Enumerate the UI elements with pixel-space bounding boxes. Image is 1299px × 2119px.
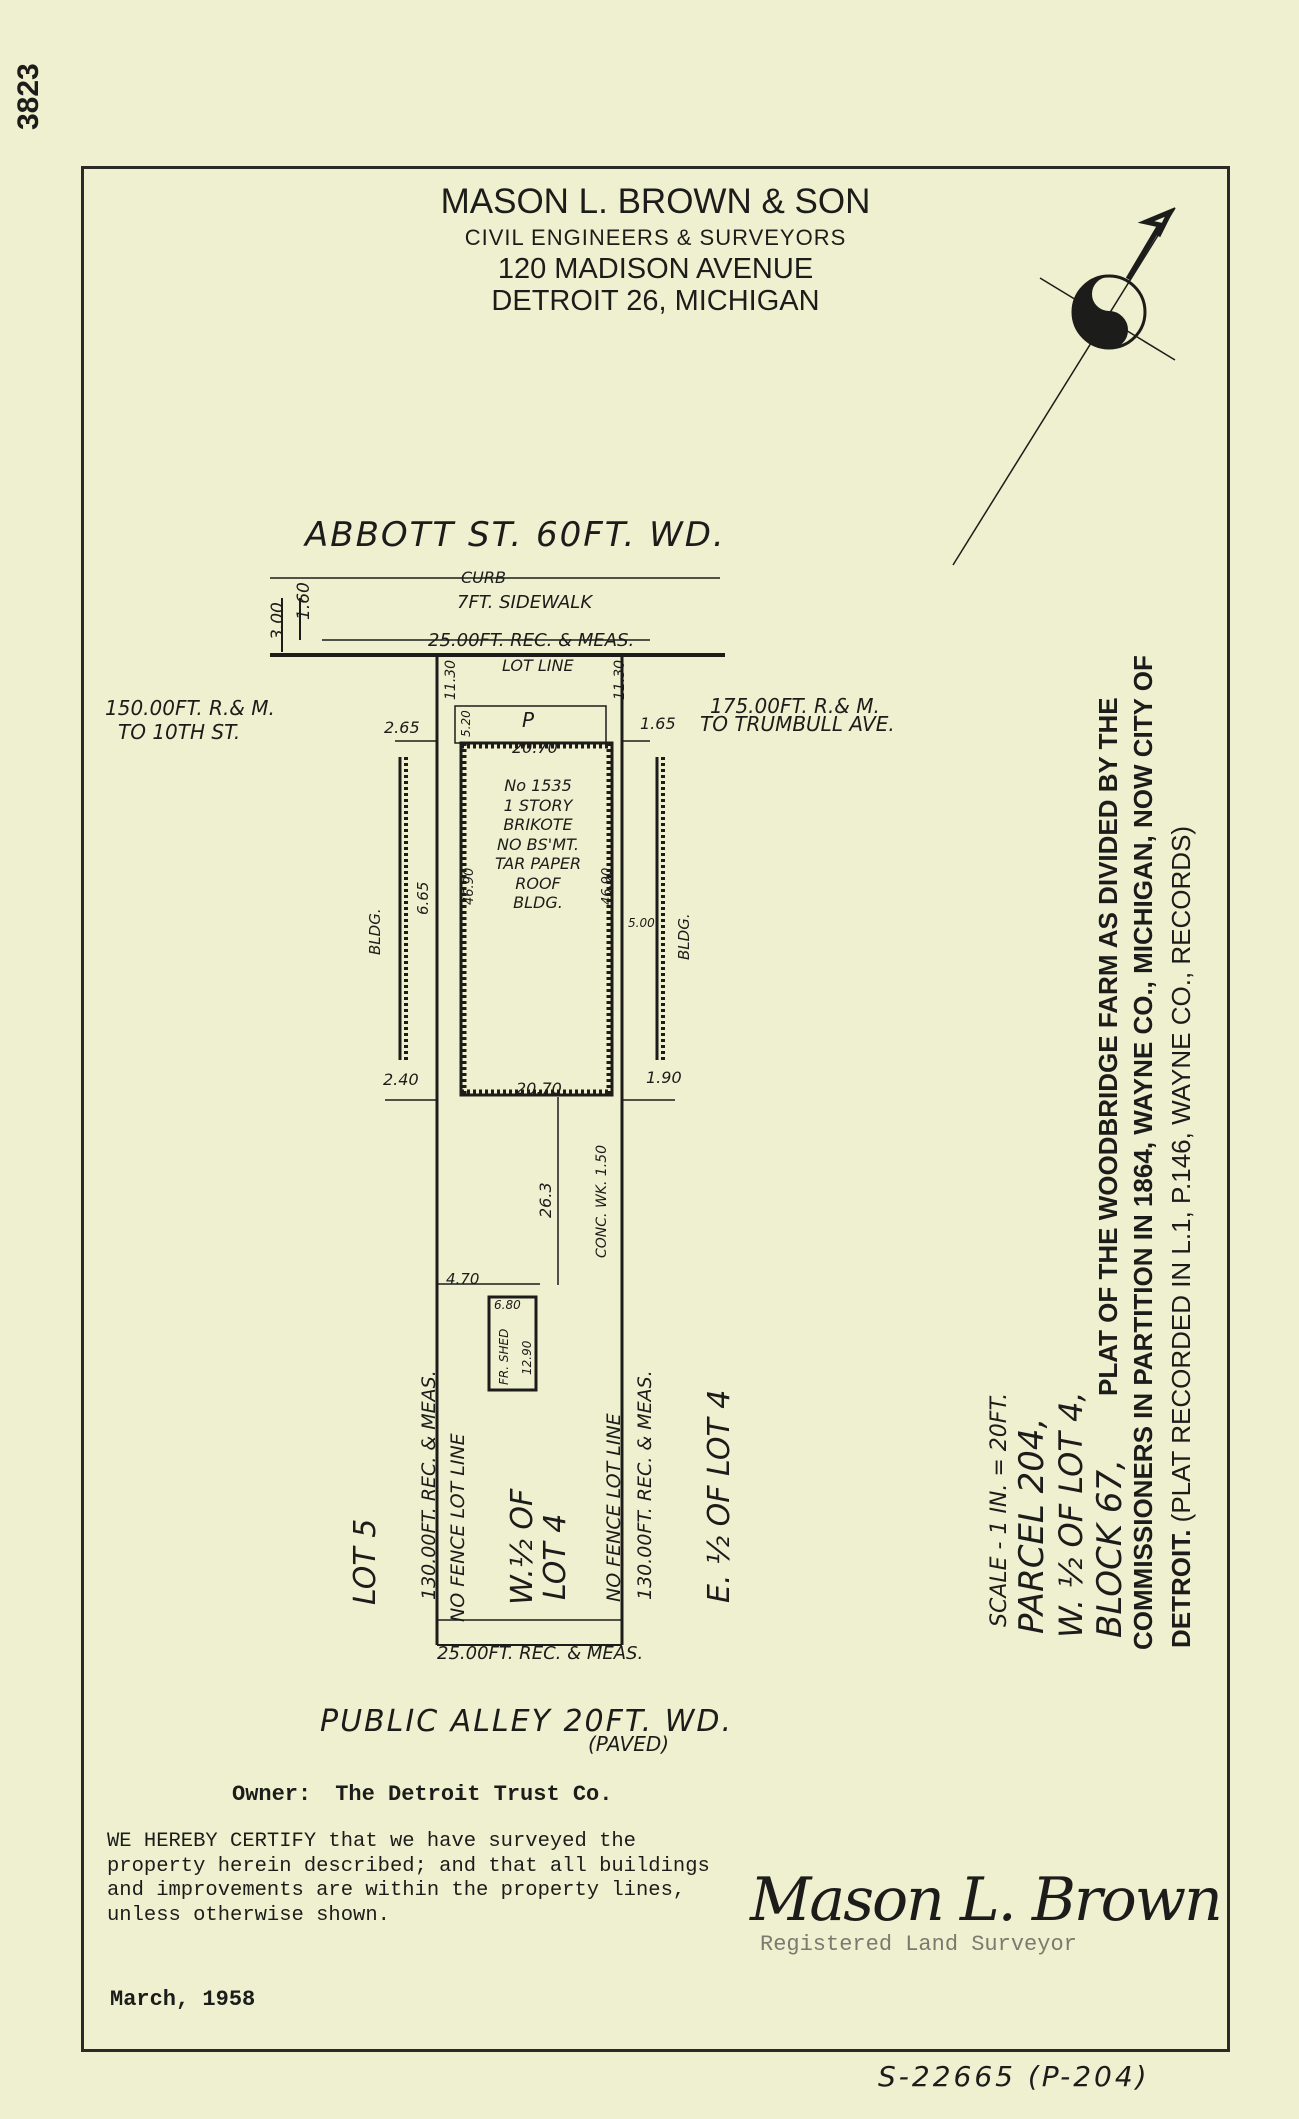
dim-2-40: 2.40 bbox=[383, 1070, 419, 1089]
parcel-label: PARCEL 204, bbox=[1012, 1417, 1052, 1634]
house-roof-a: TAR PAPER bbox=[494, 854, 582, 873]
firm-street: 120 MADISON AVENUE bbox=[497, 253, 814, 285]
plat-record: (PLAT RECORDED IN L.1, P.146, WAYNE CO., RECORDS) bbox=[1166, 825, 1196, 1523]
plat-line-1: PLAT OF THE WOODBRIDGE FARM AS DIVIDED BY THE bbox=[1093, 697, 1123, 1396]
house-material: BRIKOTE bbox=[503, 815, 573, 834]
e-half-label: E. ½ OF LOT 4 bbox=[702, 1389, 737, 1603]
owner-line bbox=[232, 1782, 612, 1807]
surveyor-signature: Mason L. Brown bbox=[750, 1865, 1221, 1935]
west-fence-note: NO FENCE LOT LINE bbox=[447, 1433, 469, 1622]
porch-label: P bbox=[522, 708, 535, 732]
adjacent-bldg-right: BLDG. bbox=[675, 913, 693, 960]
bldg-width-bottom: 20.70 bbox=[516, 1079, 562, 1098]
stamp-number: 3823 bbox=[12, 63, 45, 130]
dim-11-30-left: 11.30 bbox=[443, 659, 459, 700]
shed-width: 6.80 bbox=[494, 1298, 521, 1312]
w-half-label-a: W.½ OF bbox=[505, 1488, 540, 1605]
house-stories: 1 STORY bbox=[503, 795, 573, 815]
rear-width: 25.00FT. REC. & MEAS. bbox=[437, 1643, 644, 1664]
house-basement: NO BS'MT. bbox=[497, 834, 579, 854]
certificate-text: WE HEREBY CERTIFY that we have surveyed the property herein described; and that all buildings and improvements are within the property lines, unless otherwise shown. bbox=[107, 1830, 710, 1927]
owner-value: The Detroit Trust Co. bbox=[335, 1782, 613, 1807]
lot-5-label: LOT 5 bbox=[348, 1518, 383, 1605]
firm-name: MASON L. BROWN & SON bbox=[440, 182, 871, 221]
dim-26-3: 26.3 bbox=[536, 1182, 555, 1218]
firm-city: DETROIT 26, MICHIGAN bbox=[491, 285, 820, 317]
scale-label: SCALE - 1 IN. = 20FT. bbox=[987, 1392, 1012, 1627]
lot-portion-label: W. ½ OF LOT 4, bbox=[1052, 1391, 1090, 1638]
to-trumbull-street: TO TRUMBULL AVE. bbox=[700, 712, 895, 736]
dim-2-65: 2.65 bbox=[384, 718, 420, 737]
dim-1-65: 1.65 bbox=[640, 714, 676, 733]
dim-5-20: 5.20 bbox=[459, 710, 473, 737]
block-label: BLOCK 67, bbox=[1090, 1459, 1130, 1638]
owner-label: Owner: bbox=[232, 1782, 312, 1807]
dim-1-60: 1.60 bbox=[294, 582, 314, 620]
to-10th-street: TO 10TH ST. bbox=[118, 720, 241, 744]
shed-depth: 12.90 bbox=[520, 1340, 534, 1375]
public-alley: PUBLIC ALLEY 20FT. WD. bbox=[320, 1704, 734, 1739]
plat-line-2: COMMISSIONERS IN PARTITION IN 1864, WAYNE CO., MICHIGAN, NOW CITY OF bbox=[1128, 655, 1158, 1650]
dim-6-65: 6.65 bbox=[414, 881, 432, 915]
lot-line-label: LOT LINE bbox=[502, 656, 574, 675]
dim-11-30-right: 11.30 bbox=[612, 659, 628, 700]
house-description bbox=[468, 776, 608, 913]
dim-3-00: 3.00 bbox=[268, 602, 288, 640]
signature-title: Registered Land Surveyor bbox=[760, 1932, 1077, 1957]
bldg-depth-right: 46.90 bbox=[600, 867, 615, 905]
dim-5-00: 5.00 bbox=[628, 916, 655, 930]
shed-label: FR. SHED bbox=[497, 1328, 511, 1385]
east-side-dimension: 130.00FT. REC. & MEAS. bbox=[634, 1370, 656, 1600]
to-trumbull-distance: 175.00FT. R.& M. bbox=[710, 694, 880, 718]
bldg-width-top: 20.70 bbox=[512, 738, 558, 757]
sidewalk-label: 7FT. SIDEWALK bbox=[457, 592, 593, 613]
w-half-label-b: LOT 4 bbox=[538, 1513, 573, 1600]
dim-4-70: 4.70 bbox=[446, 1270, 480, 1288]
house-number: No 1535 bbox=[504, 776, 572, 795]
plat-line-3 bbox=[1166, 826, 1197, 1648]
house-type: BLDG. bbox=[513, 893, 563, 912]
curb-label: CURB bbox=[461, 568, 506, 587]
front-width: 25.00FT. REC. & MEAS. bbox=[428, 630, 635, 651]
adjacent-bldg-left: BLDG. bbox=[366, 908, 384, 955]
west-side-dimension: 130.00FT. REC. & MEAS. bbox=[418, 1370, 440, 1600]
file-number: S-22665 (P-204) bbox=[878, 2060, 1150, 2093]
firm-profession: CIVIL ENGINEERS & SURVEYORS bbox=[464, 225, 847, 250]
house-roof-b: ROOF bbox=[515, 873, 561, 893]
plat-city: DETROIT. bbox=[1166, 1529, 1196, 1648]
street-abbott: ABBOTT ST. 60FT. WD. bbox=[305, 515, 726, 555]
dim-1-90: 1.90 bbox=[646, 1068, 682, 1087]
bldg-depth-left: 46.90 bbox=[462, 867, 477, 905]
survey-date: March, 1958 bbox=[110, 1987, 256, 2012]
north-arrow-icon bbox=[953, 208, 1175, 565]
concrete-walk: CONC. WK. 1.50 bbox=[594, 1144, 610, 1258]
east-fence-note: NO FENCE LOT LINE bbox=[603, 1413, 625, 1602]
alley-paved: (PAVED) bbox=[588, 1732, 670, 1756]
to-10th-distance: 150.00FT. R.& M. bbox=[105, 696, 275, 720]
